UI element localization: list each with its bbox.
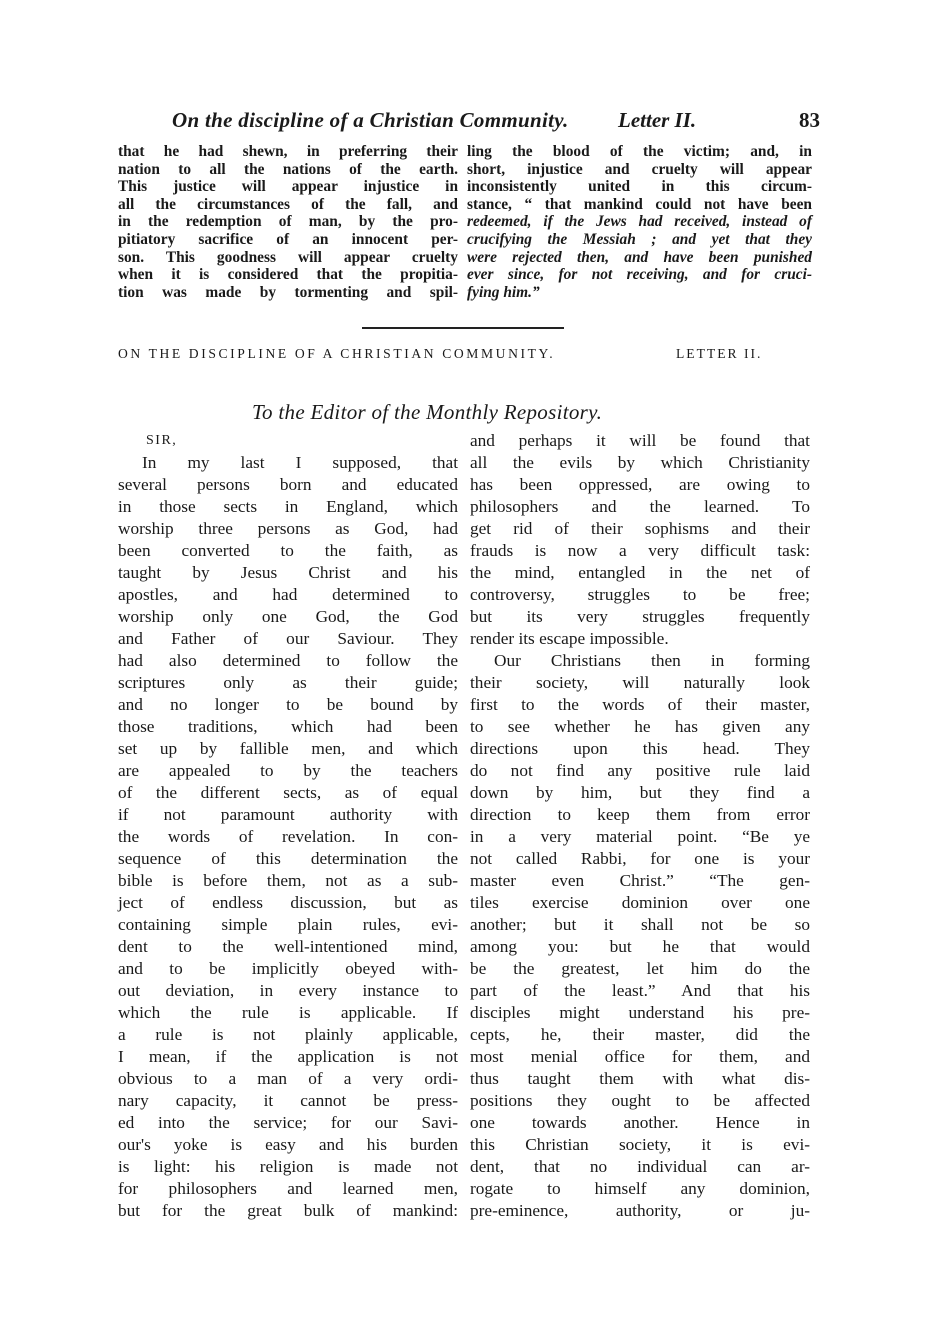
text-line: scriptures only as their guide; [118, 673, 458, 692]
text-line: are appealed to by the teachers [118, 761, 458, 780]
text-line: taught by Jesus Christ and his [118, 563, 458, 582]
text-line: one towards another. Hence in [470, 1113, 810, 1132]
text-line: their society, will naturally look [470, 673, 810, 692]
text-line: out deviation, in every instance to [118, 981, 458, 1000]
text-line: had also determined to follow the [118, 651, 458, 670]
text-line: nation to all the nations of the earth. [118, 160, 458, 178]
text-line: were rejected then, and have been punished [467, 248, 812, 266]
text-line: and no longer to be bound by [118, 695, 458, 714]
text-line: those traditions, which had been [118, 717, 458, 736]
text-line: stance, “ that mankind could not have been [467, 195, 812, 213]
text-line: ling the blood of the victim; and, in [467, 143, 812, 160]
article-right-column [470, 430, 810, 1222]
text-line: our's yoke is easy and his burden [118, 1135, 458, 1154]
section-heading-letter: LETTER II. [676, 346, 763, 361]
text-line: frauds is now a very difficult task: [470, 541, 810, 560]
article-subheading: To the Editor of the Monthly Repository. [252, 400, 603, 424]
text-line: controversy, struggles to be free; [470, 585, 810, 604]
article-left-column [118, 430, 458, 1222]
text-line: of the different sects, as of equal [118, 783, 458, 802]
text-line: get rid of their sophisms and their [470, 519, 810, 538]
text-line: which the rule is applicable. If [118, 1003, 458, 1022]
text-line: but its very struggles frequently [470, 607, 810, 626]
page-number: 83 [799, 108, 820, 132]
text-line: fying him.” [467, 283, 540, 301]
section-divider [362, 327, 564, 329]
text-line: and perhaps it will be found that [470, 431, 810, 450]
text-line: down by him, but they find a [470, 783, 810, 802]
text-line: Our Christians then in forming [494, 651, 810, 670]
text-line: positions they ought to be affected [470, 1091, 810, 1110]
text-line: obvious to a man of a very ordi- [118, 1069, 458, 1088]
text-line: inconsistently united in this circum- [467, 178, 812, 196]
text-line: tiles exercise dominion over one [470, 893, 810, 912]
text-line: In my last I supposed, that [142, 453, 458, 472]
text-line: nary capacity, it cannot be press- [118, 1091, 458, 1110]
text-line: a rule is not plainly applicable, [118, 1025, 458, 1044]
text-line: most menial office for them, and [470, 1047, 810, 1066]
text-line: to see whether he has given any [470, 717, 810, 736]
salutation: SIR, [146, 433, 178, 448]
text-line: philosophers and the learned. To [470, 497, 810, 516]
text-line: I mean, if the application is not [118, 1047, 458, 1066]
section-heading-title: ON THE DISCIPLINE OF A CHRISTIAN COMMUNITY. [118, 346, 556, 361]
text-line: worship three persons as God, had [118, 519, 458, 538]
running-head-title: On the discipline of a Christian Community. [172, 108, 569, 132]
text-line: been converted to the faith, as [118, 541, 458, 560]
text-line: sequence of this determination the [118, 849, 458, 868]
text-line: crucifying the Messiah ; and yet that they [467, 230, 812, 248]
text-line: redeemed, if the Jews had received, instead of [467, 213, 812, 231]
text-line: apostles, and had determined to [118, 585, 458, 604]
text-line: This justice will appear injustice in [118, 178, 458, 196]
text-line: direction to keep them from error [470, 805, 810, 824]
running-head-letter: Letter II. [618, 108, 697, 132]
text-line: dent to the well-intentioned mind, [118, 937, 458, 956]
text-line: if not paramount authority with [118, 805, 458, 824]
text-line: pre-eminence, authority, or ju- [470, 1201, 810, 1220]
text-line: cepts, he, their master, did the [470, 1025, 810, 1044]
text-line: is light: his religion is made not [118, 1157, 458, 1176]
text-line: rogate to himself any dominion, [470, 1179, 810, 1198]
text-line: bible is before them, not as a sub- [118, 871, 458, 890]
text-line: thus taught them with what dis- [470, 1069, 810, 1088]
text-line: all the circumstances of the fall, and [118, 195, 458, 213]
text-line: part of the least.” And that his [470, 981, 810, 1000]
text-line: be the greatest, let him do the [470, 959, 810, 978]
text-line: not called Rabbi, for one is your [470, 849, 810, 868]
text-line: master even Christ.” “The gen- [470, 871, 810, 890]
text-line: in those sects in England, which [118, 497, 458, 516]
text-line: ject of endless discussion, but as [118, 893, 458, 912]
text-line: for philosophers and learned men, [118, 1179, 458, 1198]
text-line: and Father of our Saviour. They [118, 629, 458, 648]
text-line: ever since, for not receiving, and for cruci- [467, 266, 812, 284]
text-line: in a very material point. “Be ye [470, 827, 810, 846]
text-line: has been oppressed, are owing to [470, 475, 810, 494]
text-line: containing simple plain rules, evi- [118, 915, 458, 934]
text-line: in the redemption of man, by the pro- [118, 213, 458, 231]
text-line: short, injustice and cruelty will appear [467, 160, 812, 178]
text-line: pitiatory sacrifice of an innocent per- [118, 230, 458, 248]
text-line: that he had shewn, in preferring their [118, 143, 458, 160]
text-line: son. This goodness will appear cruelty [118, 248, 458, 266]
text-line: the mind, entangled in the net of [470, 563, 810, 582]
text-line: disciples might understand his pre- [470, 1003, 810, 1022]
text-line: and to be implicitly obeyed with- [118, 959, 458, 978]
text-line: dent, that no individual can ar- [470, 1157, 810, 1176]
text-line: the words of revelation. In con- [118, 827, 458, 846]
previous-article-left-column [118, 143, 458, 301]
running-head [110, 104, 830, 134]
text-line: ed into the service; for our Savi- [118, 1113, 458, 1132]
text-line: first to the words of their master, [470, 695, 810, 714]
text-line: when it is considered that the propitia- [118, 266, 458, 284]
text-line: tion was made by tormenting and spil- [118, 283, 458, 301]
previous-article-right-column [467, 143, 812, 301]
text-line: all the evils by which Christianity [470, 453, 810, 472]
text-line: do not find any positive rule laid [470, 761, 810, 780]
text-line: several persons born and educated [118, 475, 458, 494]
text-line: set up by fallible men, and which [118, 739, 458, 758]
text-line: among you: but he that would [470, 937, 810, 956]
text-line: this Christian society, it is evi- [470, 1135, 810, 1154]
text-line: render its escape impossible. [470, 629, 669, 648]
text-line: but for the great bulk of mankind: [118, 1201, 458, 1220]
text-line: worship only one God, the God [118, 607, 458, 626]
text-line: another; but it shall not be so [470, 915, 810, 934]
text-line: directions upon this head. They [470, 739, 810, 758]
